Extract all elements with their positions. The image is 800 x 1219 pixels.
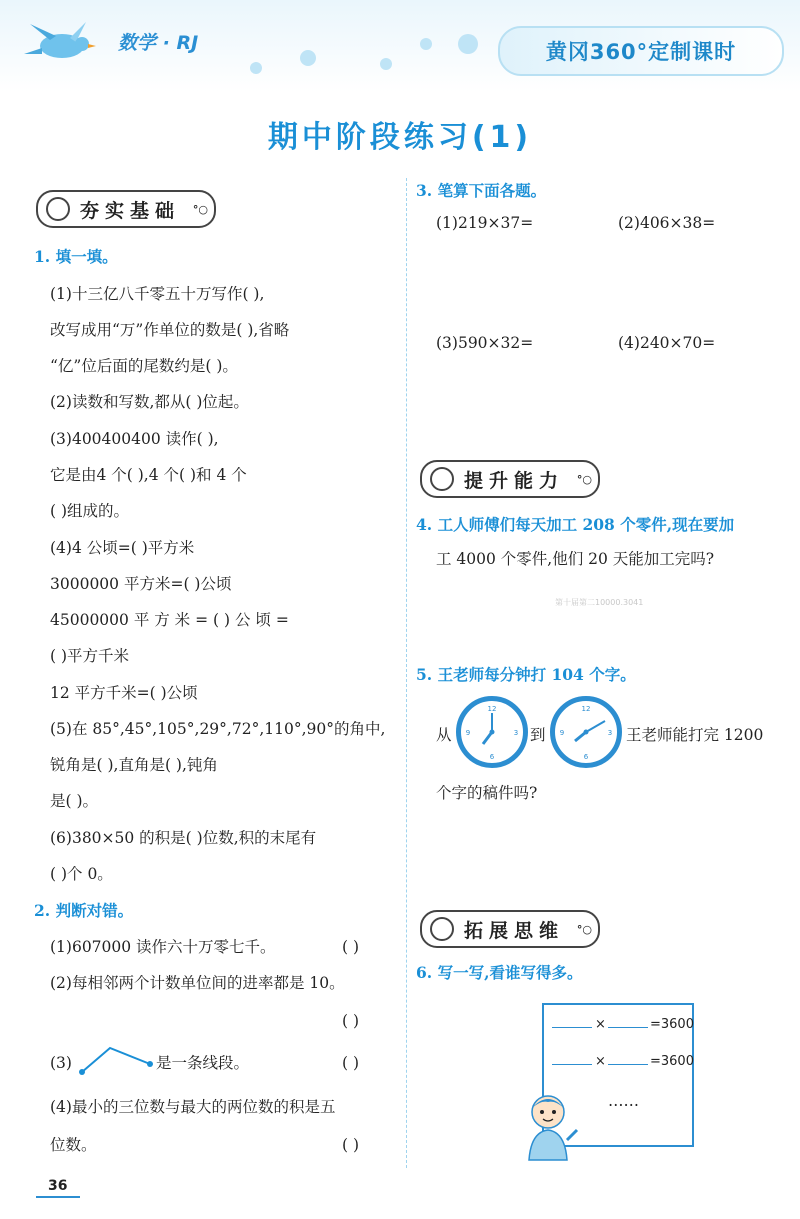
svg-text:3: 3	[607, 729, 613, 737]
svg-text:12: 12	[487, 705, 497, 713]
svg-text:6: 6	[583, 753, 589, 761]
q5-to: 到	[530, 726, 546, 744]
answer-paren: ( )	[342, 938, 360, 956]
blank-line	[552, 1064, 592, 1065]
page-title: 期中阶段练习(1)	[267, 120, 533, 155]
q2-item: (2)每相邻两个计数单位间的进率都是 10。	[50, 974, 345, 992]
question-3: 3. 笔算下面各题。	[416, 181, 547, 200]
page-number-underline	[36, 1196, 80, 1198]
q1-line: ( )个 0。	[50, 865, 113, 883]
question-6: 6. 写一写,看谁写得多。	[416, 963, 583, 982]
svg-text:6: 6	[489, 753, 495, 761]
q1-line: 它是由4 个( ),4 个( )和 4 个	[50, 466, 247, 484]
svg-text:3: 3	[513, 729, 519, 737]
answer-paren: ( )	[342, 1012, 360, 1030]
question-1: 1. 填一填。	[34, 247, 118, 266]
line-segment-figure	[78, 1042, 156, 1078]
bubble-icon: °○	[576, 472, 592, 486]
equals-value: =3600	[650, 1017, 694, 1032]
deco-dot	[380, 58, 392, 70]
question-4: 4. 工人师傅们每天加工 208 个零件,现在要加	[416, 515, 735, 534]
subject-label: 数学 · RJ	[118, 32, 199, 54]
q2-item: 是一条线段。	[156, 1054, 250, 1072]
bird-logo-icon	[20, 18, 100, 68]
clock-start-icon	[456, 696, 528, 768]
page-number: 36	[48, 1178, 68, 1194]
blank-line	[552, 1027, 592, 1028]
q2-item: 位数。	[50, 1136, 97, 1154]
section-title: 拓展思维	[464, 919, 565, 942]
q1-line: 45000000 平 方 米 = ( ) 公 顷 =	[50, 611, 289, 629]
q5-end: 个字的稿件吗?	[436, 784, 538, 802]
q1-line: 锐角是( ),直角是( ),钝角	[50, 756, 218, 774]
clock-end-icon	[550, 696, 622, 768]
q1-line: (1)十三亿八千零五十万写作( ),	[50, 285, 265, 303]
q1-line: 12 平方千米=( )公顷	[50, 684, 198, 702]
teacher-cartoon-icon	[515, 1090, 581, 1162]
question-2: 2. 判断对错。	[34, 901, 134, 920]
ring-icon	[430, 467, 454, 491]
section-header-improve	[420, 460, 600, 498]
calc-1: (1)219×37=	[436, 214, 534, 232]
q1-line: ( )平方千米	[50, 647, 130, 665]
q1-line: 3000000 平方米=( )公顷	[50, 575, 232, 593]
deco-dot	[250, 62, 262, 74]
deco-dot	[420, 38, 432, 50]
deco-dot	[300, 50, 316, 66]
blank-line	[608, 1027, 648, 1028]
q1-line: 改写成用“万”作单位的数是( ),省略	[50, 321, 290, 339]
calc-2: (2)406×38=	[618, 214, 716, 232]
answer-paren: ( )	[342, 1054, 360, 1072]
q1-line: (5)在 85°,45°,105°,29°,72°,110°,90°的角中,	[50, 720, 386, 738]
calc-4: (4)240×70=	[618, 334, 716, 352]
question-5: 5. 王老师每分钟打 104 个字。	[416, 665, 636, 684]
section-header-basics	[36, 190, 216, 228]
calc-3: (3)590×32=	[436, 334, 534, 352]
q1-line: ( )组成的。	[50, 502, 130, 520]
svg-text:12: 12	[581, 705, 591, 713]
times-sign: ×	[595, 1017, 606, 1032]
times-sign: ×	[595, 1054, 606, 1069]
svg-text:9: 9	[559, 729, 565, 737]
section-title: 提升能力	[464, 469, 565, 492]
bubble-icon: °○	[576, 922, 592, 936]
equals-value: =3600	[650, 1054, 694, 1069]
blank-line	[608, 1064, 648, 1065]
ellipsis: ……	[608, 1092, 639, 1110]
q5-from: 从	[436, 726, 452, 744]
bubble-icon: °○	[192, 202, 208, 216]
q1-line: (2)读数和写数,都从( )位起。	[50, 393, 249, 411]
q1-line: “亿”位后面的尾数约是( )。	[50, 357, 238, 375]
q2-item: (1)607000 读作六十万零七千。	[50, 938, 276, 956]
q2-item: (3)	[50, 1054, 72, 1072]
q1-line: (4)4 公顷=( )平方米	[50, 539, 195, 557]
brand-badge: 黄冈360°定制课时	[498, 26, 784, 76]
deco-dot	[458, 34, 478, 54]
column-divider	[406, 178, 407, 1168]
q1-line: 是( )。	[50, 792, 99, 810]
ring-icon	[430, 917, 454, 941]
q1-line: (6)380×50 的积是( )位数,积的末尾有	[50, 829, 317, 847]
q2-item: (4)最小的三位数与最大的两位数的积是五	[50, 1098, 336, 1116]
section-title: 夯实基础	[80, 199, 181, 222]
q5-tail: 王老师能打完 1200	[626, 726, 764, 744]
q4-line: 工 4000 个零件,他们 20 天能加工完吗?	[436, 550, 715, 568]
watermark: 第十届第二10000.3041	[555, 598, 644, 607]
q1-line: (3)400400400 读作( ),	[50, 430, 219, 448]
ring-icon	[46, 197, 70, 221]
section-header-extend	[420, 910, 600, 948]
svg-text:9: 9	[465, 729, 471, 737]
answer-paren: ( )	[342, 1136, 360, 1154]
